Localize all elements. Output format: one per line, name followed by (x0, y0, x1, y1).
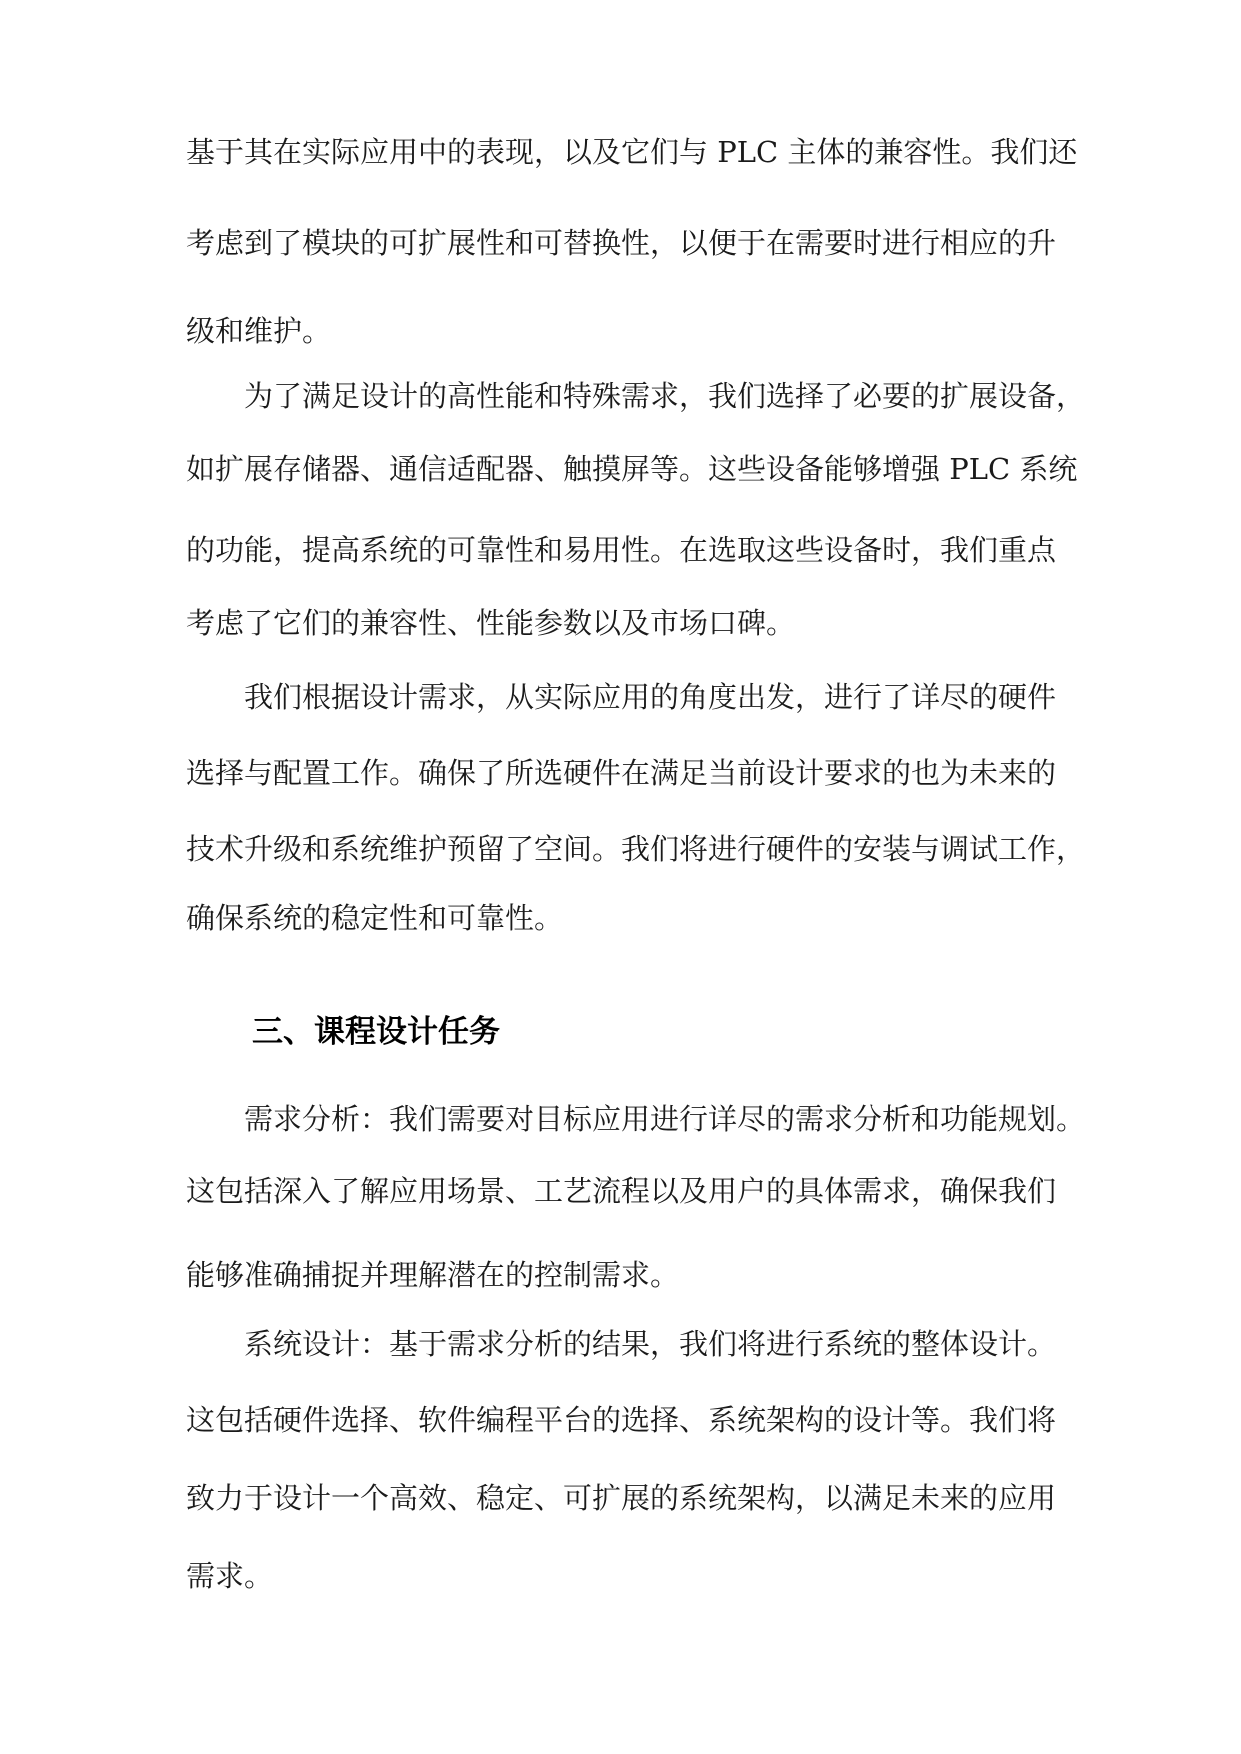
text-line: 技术升级和系统维护预留了空间。我们将进行硬件的安装与调试工作， (186, 832, 1086, 866)
text-line: 需求。 (186, 1559, 274, 1593)
text-line: 致力于设计一个高效、稳定、可扩展的系统架构，以满足未来的应用 (186, 1481, 1057, 1515)
text-line: 为了满足设计的高性能和特殊需求，我们选择了必要的扩展设备， (244, 379, 1086, 413)
text-line: 我们根据设计需求，从实际应用的角度出发，进行了详尽的硬件 (244, 680, 1057, 714)
text-line: 的功能，提高系统的可靠性和易用性。在选取这些设备时，我们重点 (186, 533, 1057, 567)
text-line: 考虑到了模块的可扩展性和可替换性，以便于在需要时进行相应的升 (186, 226, 1057, 260)
text-line: 需求分析：我们需要对目标应用进行详尽的需求分析和功能规划。 (244, 1102, 1086, 1136)
text-line: 基于其在实际应用中的表现，以及它们与 PLC 主体的兼容性。我们还 (186, 135, 1078, 169)
text-line: 选择与配置工作。确保了所选硬件在满足当前设计要求的也为未来的 (186, 756, 1057, 790)
text-line: 考虑了它们的兼容性、性能参数以及市场口碑。 (186, 606, 796, 640)
section-heading: 三、课程设计任务 (252, 1014, 500, 1050)
text-line: 这包括硬件选择、软件编程平台的选择、系统架构的设计等。我们将 (186, 1403, 1057, 1437)
text-line: 如扩展存储器、通信适配器、触摸屏等。这些设备能够增强 PLC 系统 (186, 452, 1078, 486)
text-line: 级和维护。 (186, 314, 332, 348)
text-line: 确保系统的稳定性和可靠性。 (186, 901, 564, 935)
text-line: 这包括深入了解应用场景、工艺流程以及用户的具体需求，确保我们 (186, 1174, 1057, 1208)
text-line: 能够准确捕捉并理解潜在的控制需求。 (186, 1258, 680, 1292)
text-line: 系统设计：基于需求分析的结果，我们将进行系统的整体设计。 (244, 1327, 1057, 1361)
